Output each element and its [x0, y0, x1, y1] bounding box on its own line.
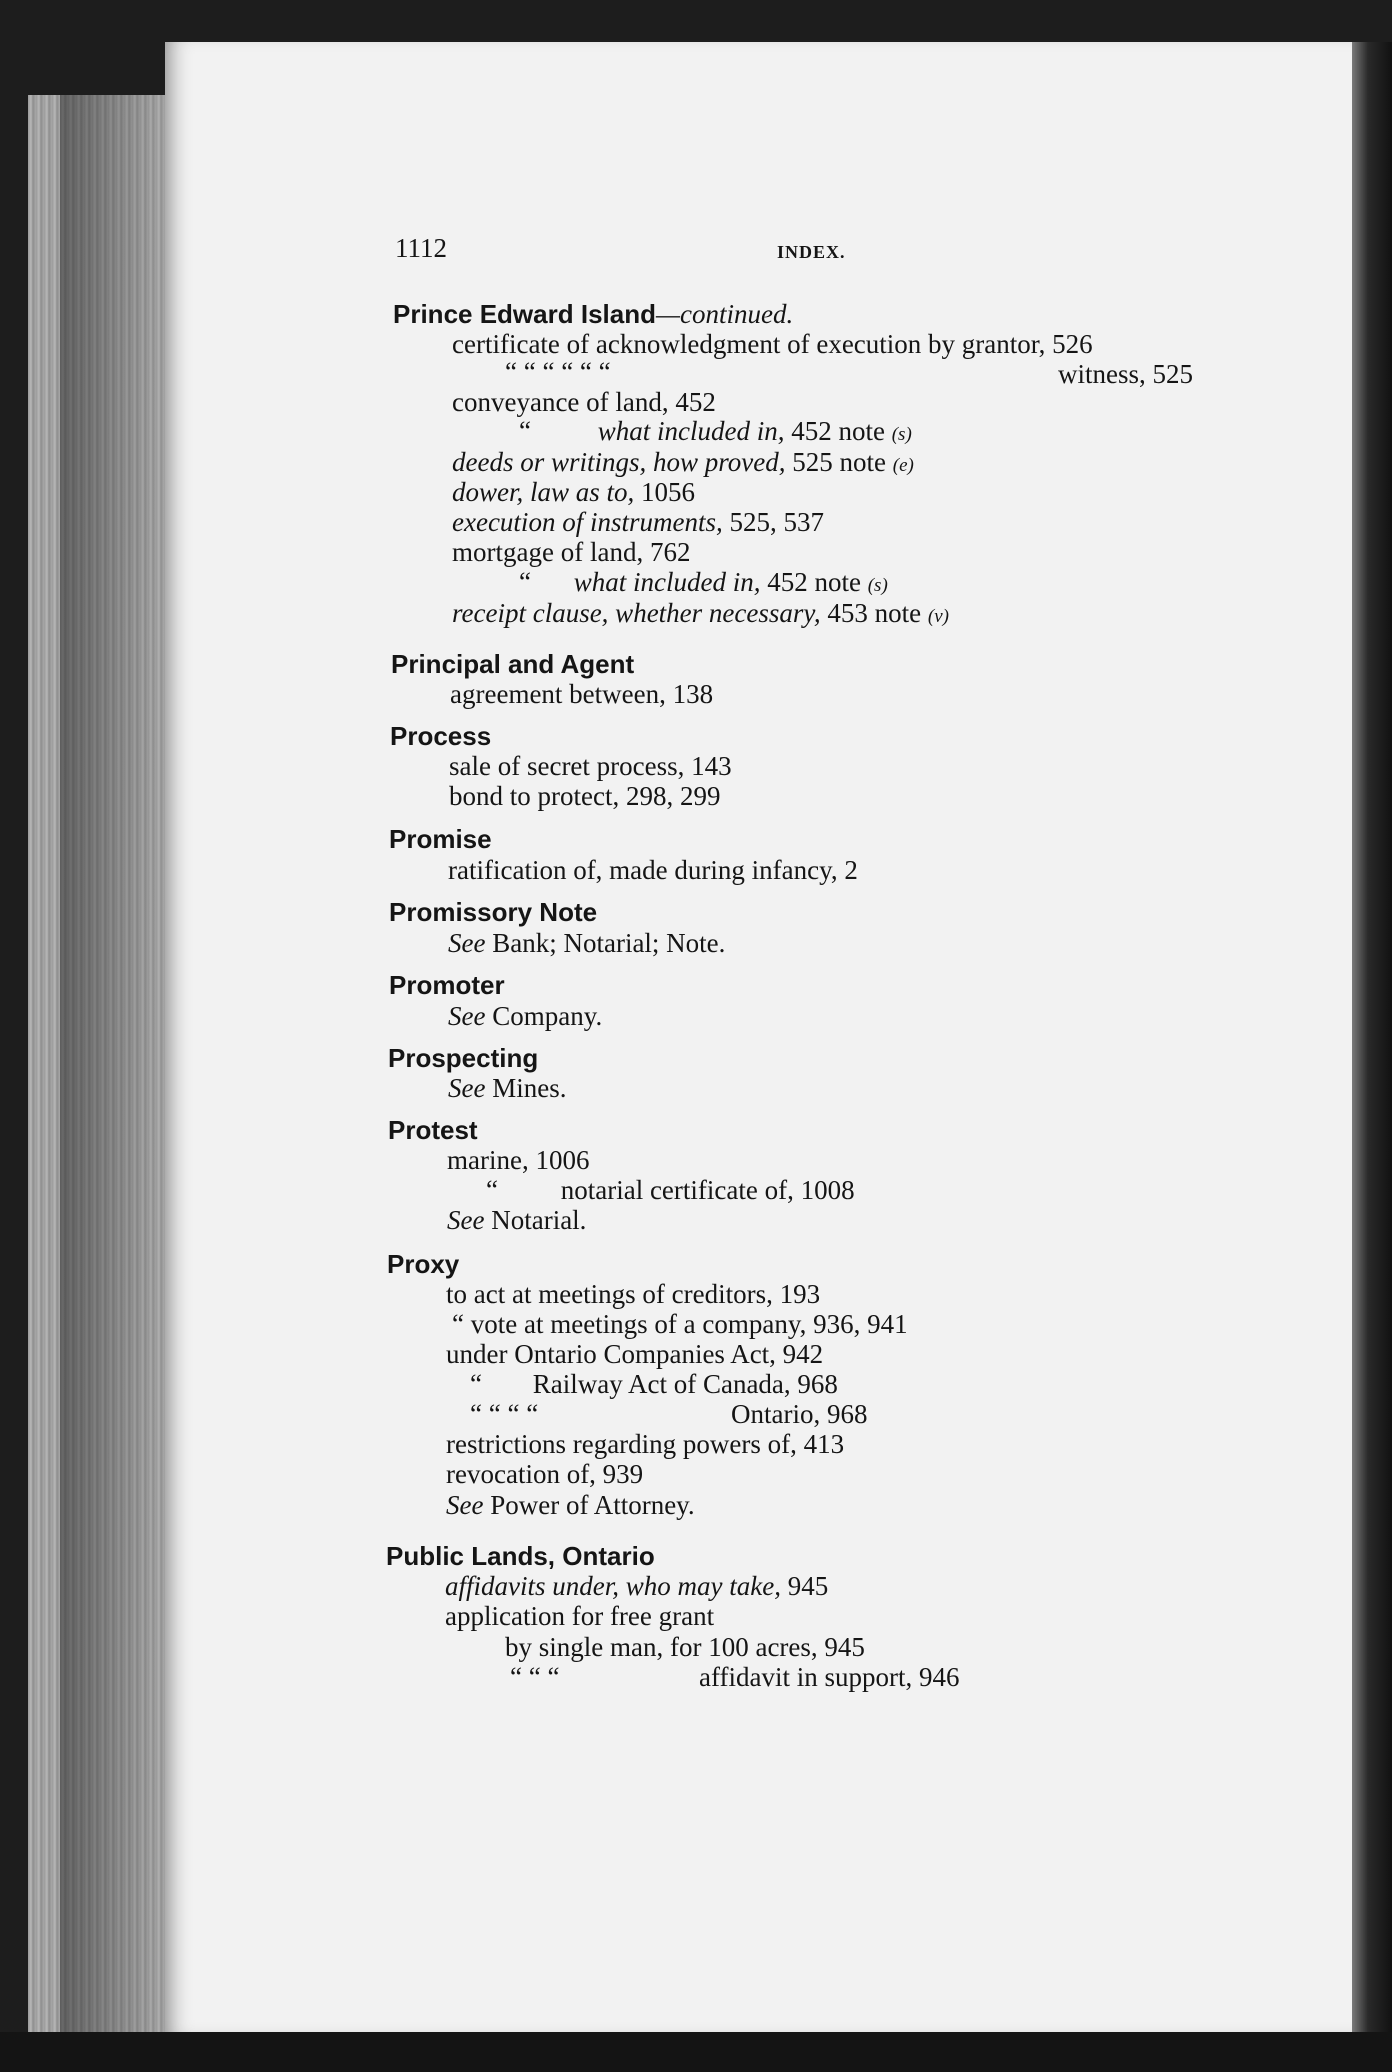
subentry: bond to protect, 298, 299: [449, 781, 721, 811]
entry-heading-promissory-note: Promissory Note: [389, 897, 598, 927]
page-ref: 945: [787, 1571, 829, 1601]
see-label: See: [448, 1073, 486, 1103]
page-ref: 452 note: [791, 416, 885, 446]
subentry: [445, 1571, 828, 1601]
subentry: [470, 1369, 838, 1399]
see-reference: [448, 1073, 566, 1103]
italic-text: affidavits under, who may take,: [445, 1571, 781, 1601]
ditto-mark: “: [519, 567, 531, 597]
subentry: restrictions regarding powers of, 413: [446, 1429, 845, 1459]
subentry-tail: witness, 525: [1058, 359, 1193, 389]
ditto-mark: “: [519, 416, 531, 446]
subentry: agreement between, 138: [450, 679, 714, 709]
ditto-mark: “: [470, 1369, 482, 1399]
subentry: under Ontario Companies Act, 942: [446, 1339, 824, 1369]
entry-heading-prince-edward-island: [393, 299, 793, 329]
sub-subentry-tail: affidavit in support, 946: [699, 1662, 960, 1692]
subentry-ditto: “ “ “ “: [470, 1399, 539, 1429]
italic-text: execution of instruments,: [452, 507, 723, 537]
subentry: [452, 447, 914, 481]
entry-heading-protest: Protest: [388, 1115, 478, 1145]
note-letter: (e): [892, 455, 914, 476]
see-reference: [448, 928, 725, 958]
see-reference: [446, 1490, 695, 1520]
subentry: [452, 598, 949, 632]
subentry: marine, 1006: [447, 1145, 590, 1175]
entry-heading-process: Process: [390, 721, 492, 751]
heading-text: Prince Edward Island: [393, 299, 656, 329]
subentry: application for free grant: [445, 1601, 715, 1631]
italic-text: what included in,: [573, 567, 761, 597]
subentry-text: Railway Act of Canada, 968: [532, 1369, 838, 1399]
see-reference: [448, 1001, 602, 1031]
subentry: conveyance of land, 452: [452, 387, 716, 417]
sub-subentry: by single man, for 100 acres, 945: [505, 1632, 865, 1662]
page-ref: 525, 537: [729, 507, 824, 537]
entry-heading-promoter: Promoter: [389, 970, 505, 1000]
continued-label: —continued.: [655, 299, 794, 329]
entry-heading-proxy: Proxy: [387, 1249, 460, 1279]
ditto-marks: “ “ “ “ “ “: [505, 357, 611, 387]
subentry-ditto: [505, 357, 611, 387]
subentry: [519, 416, 912, 450]
entry-heading-principal-and-agent: Principal and Agent: [391, 649, 635, 679]
subentry-tail: Ontario, 968: [731, 1399, 868, 1429]
see-label: See: [448, 928, 486, 958]
italic-text: what included in,: [597, 416, 785, 446]
bottom-border: [0, 2032, 1392, 2072]
see-label: See: [446, 1490, 484, 1520]
entry-heading-promise: Promise: [389, 824, 492, 854]
page-ref: 1056: [641, 477, 696, 507]
subentry-text: notarial certificate of, 1008: [560, 1175, 855, 1205]
subentry: to act at meetings of creditors, 193: [446, 1279, 821, 1309]
subentry: [452, 507, 824, 537]
see-label: See: [447, 1205, 485, 1235]
right-page-edge: [1352, 42, 1392, 2032]
subentry: [519, 567, 888, 601]
ditto-mark: “: [486, 1175, 498, 1205]
running-head: INDEX.: [777, 242, 846, 262]
italic-text: receipt clause, whether necessary,: [452, 598, 821, 628]
subentry: [452, 477, 695, 507]
subentry: sale of secret process, 143: [449, 751, 732, 781]
see-targets: Power of Attorney.: [490, 1490, 695, 1520]
see-label: See: [448, 1001, 486, 1031]
italic-text: deeds or writings, how proved,: [452, 447, 786, 477]
entry-heading-public-lands-ontario: Public Lands, Ontario: [386, 1541, 655, 1571]
note-letter: (v): [927, 606, 949, 627]
subentry: revocation of, 939: [446, 1459, 644, 1489]
page-ref: 452 note: [767, 567, 861, 597]
see-targets: Company.: [492, 1001, 603, 1031]
subentry: “ vote at meetings of a company, 936, 941: [452, 1309, 908, 1339]
entry-heading-prospecting: Prospecting: [388, 1043, 539, 1073]
see-targets: Notarial.: [491, 1205, 587, 1235]
note-letter: (s): [891, 424, 912, 445]
see-reference: [447, 1205, 586, 1235]
page-ref: 525 note: [792, 447, 886, 477]
subentry: mortgage of land, 762: [452, 537, 691, 567]
sub-subentry-ditto: “ “ “: [510, 1662, 560, 1692]
italic-text: dower, law as to,: [452, 477, 635, 507]
see-targets: Bank; Notarial; Note.: [492, 928, 726, 958]
page-ref: 453 note: [827, 598, 922, 628]
page-number: 1112: [395, 233, 447, 263]
subentry: ratification of, made during infancy, 2: [448, 855, 858, 885]
subentry: [486, 1175, 855, 1205]
gutter-shadow: [60, 95, 178, 2035]
see-targets: Mines.: [492, 1073, 567, 1103]
subentry: certificate of acknowledgment of execution by grantor, 526: [452, 329, 1093, 359]
note-letter: (s): [867, 575, 888, 596]
